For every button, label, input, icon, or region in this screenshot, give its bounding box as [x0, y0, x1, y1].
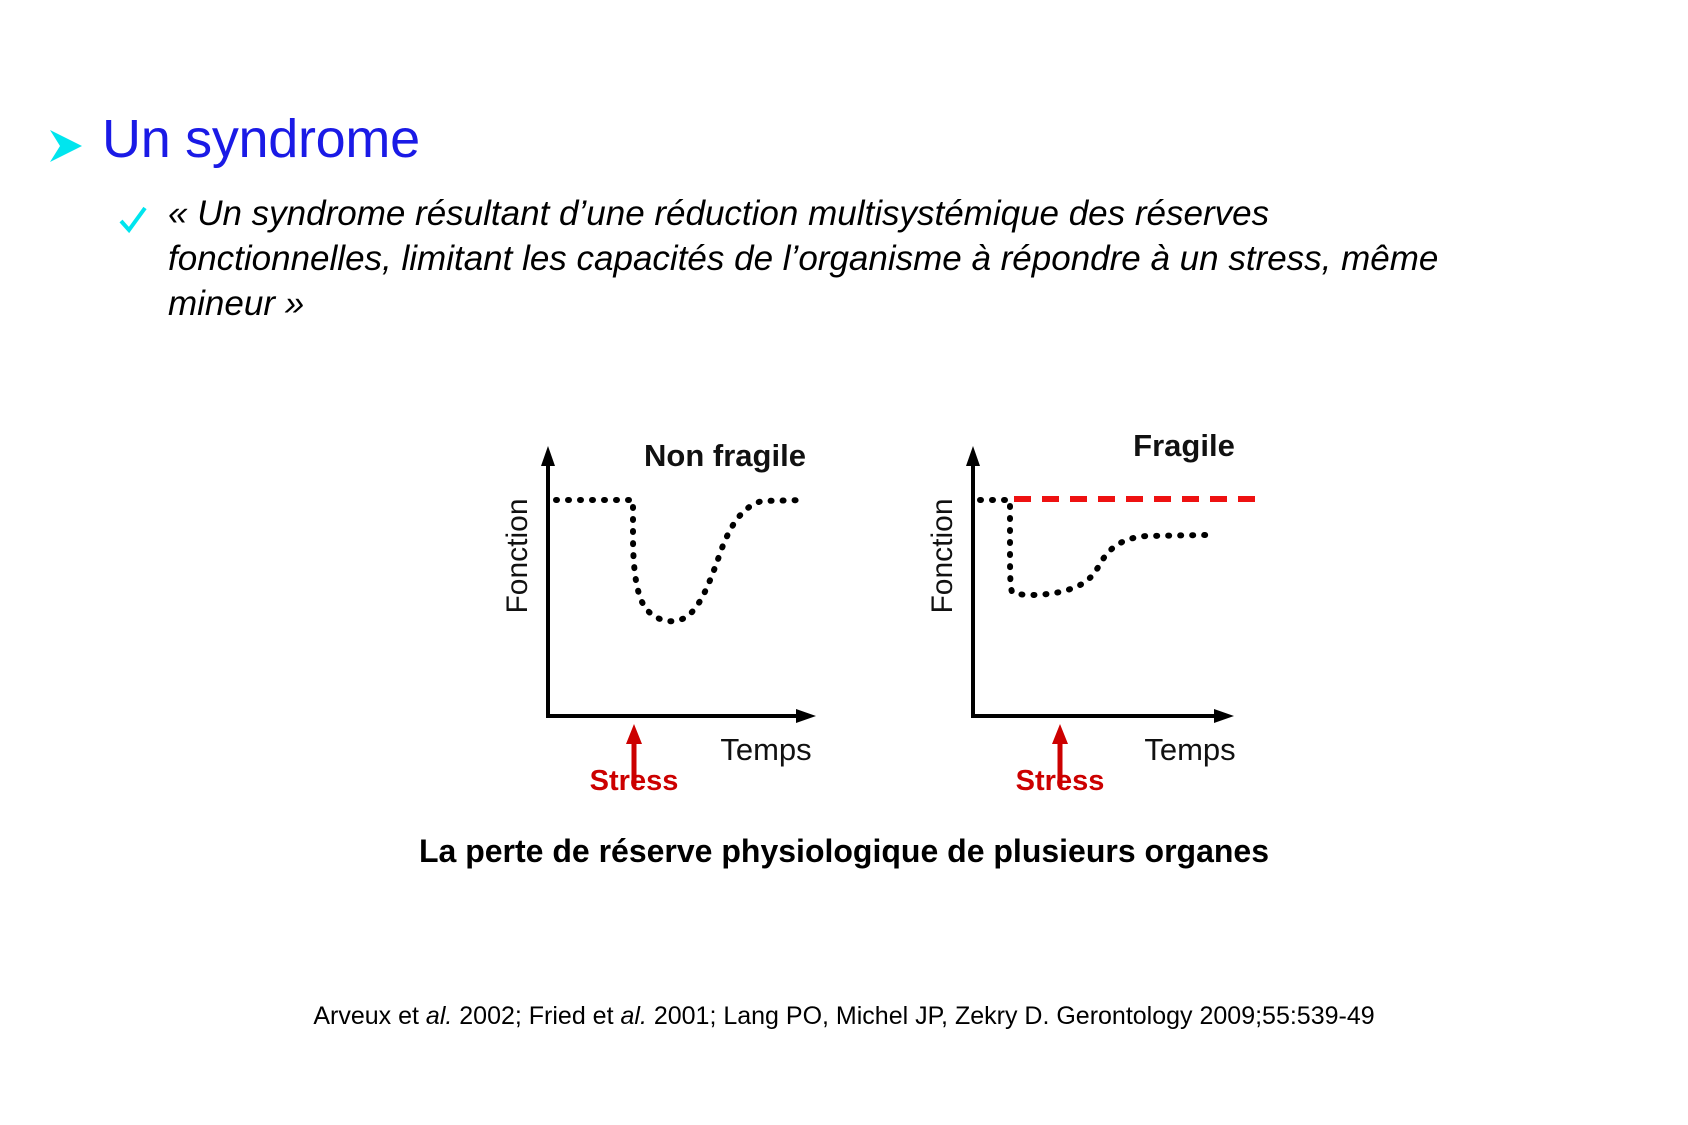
- chart-right-function-curve: [980, 500, 1206, 595]
- chart-right-title: Fragile: [1133, 428, 1235, 463]
- chart-left-function-curve: [556, 500, 806, 621]
- chart-left-xlabel: Temps: [720, 732, 812, 767]
- chart-right-y-axis-arrowhead: [966, 446, 980, 466]
- chart-left-y-axis-arrowhead: [541, 446, 555, 466]
- chart-right-xlabel: Temps: [1144, 732, 1236, 767]
- arrow-right-bullet-icon: [48, 126, 84, 166]
- page-title: Un syndrome: [102, 109, 420, 169]
- chart-left-ylabel: Fonction: [501, 498, 534, 614]
- checkmark-bullet-icon: [118, 204, 148, 236]
- chart-right-stress-label: Stress: [1015, 765, 1105, 797]
- chart-left-stress-label: Stress: [589, 765, 679, 797]
- citation-part-2: 2002; Fried et: [452, 1002, 621, 1030]
- chart-svg: [0, 396, 1688, 816]
- figure-caption: La perte de réserve physiologique de plusieurs organes: [418, 833, 1270, 869]
- figure-two-panel-chart: [0, 396, 1688, 816]
- chart-right-x-axis-arrowhead: [1214, 709, 1234, 723]
- chart-panel-fragile: [926, 428, 1262, 797]
- chart-left-x-axis-arrowhead: [796, 709, 816, 723]
- body-bullet-row: [118, 192, 1498, 326]
- citation-line: [0, 1002, 1688, 1031]
- citation-italic-1: al.: [425, 1002, 453, 1030]
- chart-right-ylabel: Fonction: [926, 498, 959, 614]
- citation-italic-2: al.: [620, 1002, 647, 1030]
- chart-panel-non-fragile: [501, 438, 816, 797]
- slide-title-row: [48, 109, 420, 169]
- citation-part-3: 2001; Lang PO, Michel JP, Zekry D. Gerontology 2009;55:539-49: [646, 1002, 1375, 1030]
- citation-part-1: Arveux et: [313, 1002, 426, 1030]
- definition-text: « Un syndrome résultant d’une réduction multisystémique des réserves fonctionnelles, limitant les capacités de l’organisme à répondre à un stress, même mineur »: [168, 194, 1439, 323]
- chart-left-title: Non fragile: [644, 438, 806, 473]
